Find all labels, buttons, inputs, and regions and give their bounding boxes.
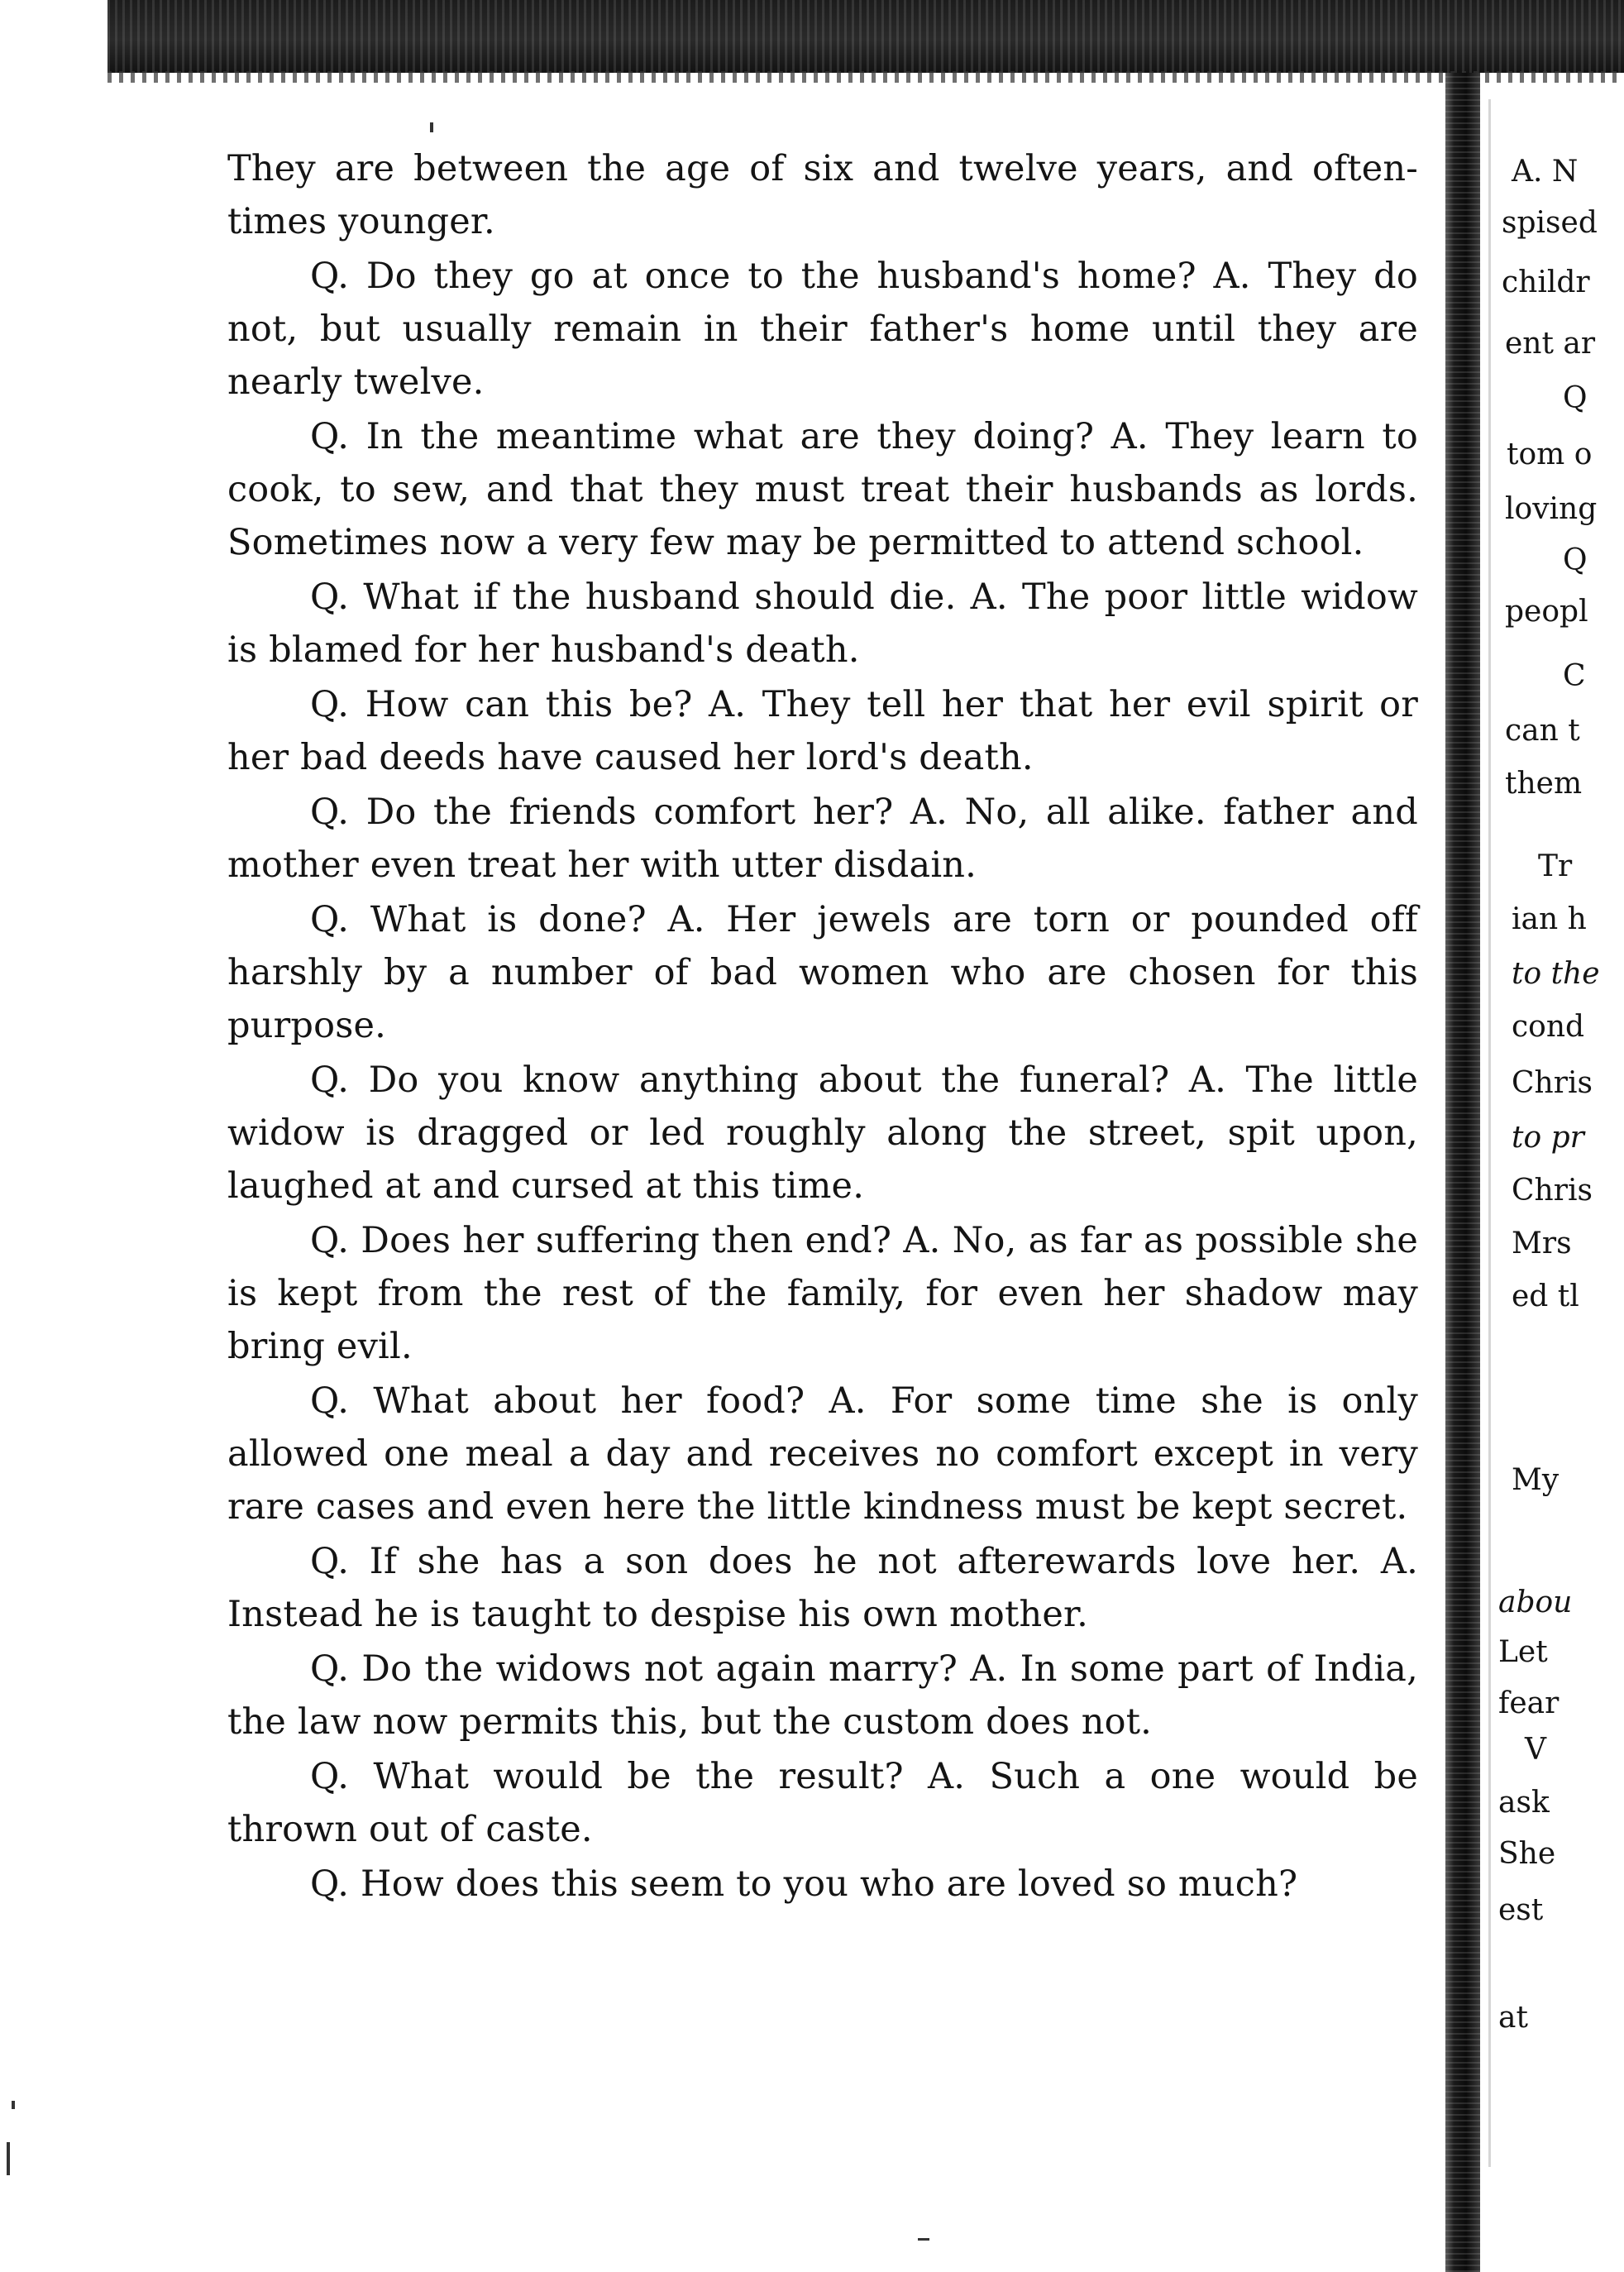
qa-paragraph: Q. What about her food? A. For some time she is only allowed one meal a day and receives no comfort except in very rare cases and even here the little kindness must be kept secret. bbox=[227, 1380, 1418, 1528]
qa-paragraph: Q. Do they go at once to the husband's home? A. They do not, but usually remain in their father's home until they are nearly twelve. bbox=[227, 256, 1418, 403]
qa-paragraph: Q. Does her suffering then end? A. No, as far as possible she is kept from the rest of the family, for even her shadow may bring evil. bbox=[227, 1220, 1418, 1367]
side-fragment: childr bbox=[1502, 265, 1590, 299]
side-fragment: My bbox=[1512, 1463, 1560, 1497]
qa-paragraph: Q. How can this be? A. They tell her that her evil spirit or her bad deeds have caused her lord's death. bbox=[227, 684, 1418, 778]
side-fragment: She bbox=[1498, 1837, 1556, 1871]
side-fragment: C bbox=[1563, 659, 1586, 693]
side-fragment: cond bbox=[1512, 1010, 1585, 1044]
qa-paragraph: Q. How does this seem to you who are loved so much? bbox=[310, 1863, 1298, 1905]
side-fragment: abou bbox=[1498, 1586, 1573, 1619]
qa-paragraph: Q. If she has a son does he not afterewards love her. A. Instead he is taught to despise his own mother. bbox=[227, 1541, 1418, 1635]
side-fragment: to pr bbox=[1512, 1121, 1584, 1155]
qa-paragraph: Q. In the meantime what are they doing? A. They learn to cook, to sew, and that they must treat their husbands as lords. Sometimes now a very few may be permitted to attend school. bbox=[227, 416, 1418, 563]
paragraph: They are between the age of six and twelve years, and often-times younger. bbox=[227, 148, 1418, 242]
side-fragment: Mrs bbox=[1512, 1227, 1572, 1260]
side-fragment: loving bbox=[1505, 492, 1598, 526]
scan-speck bbox=[430, 122, 433, 132]
qa-paragraph: Q. Do the friends comfort her? A. No, all alike. father and mother even treat her with utter disdain. bbox=[227, 792, 1418, 886]
side-fragment: to the bbox=[1512, 957, 1600, 991]
side-fragment: Chris bbox=[1512, 1174, 1593, 1208]
side-fragment: them bbox=[1505, 767, 1583, 801]
page-gutter-shadow bbox=[1445, 73, 1480, 2272]
side-fragment: ent ar bbox=[1505, 327, 1596, 361]
side-fragment: ed tl bbox=[1512, 1279, 1579, 1313]
main-text-column bbox=[227, 142, 1418, 1912]
qa-paragraph: Q. What is done? A. Her jewels are torn or pounded off harshly by a number of bad women who are chosen for this purpose. bbox=[227, 899, 1418, 1046]
side-fragment: Tr bbox=[1538, 849, 1573, 883]
side-fragment: spised bbox=[1502, 206, 1598, 240]
scan-speck bbox=[918, 2238, 929, 2241]
scan-speck bbox=[7, 2142, 10, 2175]
side-fragment: can t bbox=[1505, 714, 1580, 748]
qa-paragraph: Q. What if the husband should die. A. The poor little widow is blamed for her husband's death. bbox=[227, 576, 1418, 671]
side-fragment: tom o bbox=[1507, 438, 1593, 471]
qa-paragraph: Q. Do you know anything about the funeral? A. The little widow is dragged or led roughly along the street, spit upon, laughed at and cursed at this time. bbox=[227, 1059, 1418, 1207]
side-fragment: V bbox=[1525, 1733, 1546, 1767]
side-fragment: ask bbox=[1498, 1786, 1550, 1820]
side-fragment: A. N bbox=[1512, 155, 1579, 189]
side-fragment: at bbox=[1498, 2001, 1528, 2035]
side-fragment: fear bbox=[1498, 1686, 1560, 1720]
qa-paragraph: Q. What would be the result? A. Such a one would be thrown out of caste. bbox=[227, 1756, 1418, 1850]
side-fragment: peopl bbox=[1505, 595, 1588, 629]
scan-top-border bbox=[107, 0, 1624, 73]
adjacent-page-column bbox=[1488, 0, 1624, 2272]
adjacent-page-rule bbox=[1488, 99, 1491, 2167]
side-fragment: Q bbox=[1563, 381, 1588, 415]
side-fragment: Chris bbox=[1512, 1066, 1593, 1100]
scan-top-border-edge bbox=[107, 71, 1624, 83]
side-fragment: Q bbox=[1563, 543, 1588, 577]
side-fragment: Let bbox=[1498, 1635, 1548, 1669]
qa-paragraph: Q. Do the widows not again marry? A. In some part of India, the law now permits this, but the custom does not. bbox=[227, 1648, 1418, 1743]
side-fragment: ian h bbox=[1512, 902, 1587, 936]
side-fragment: est bbox=[1498, 1893, 1544, 1927]
scan-speck bbox=[12, 2101, 15, 2109]
